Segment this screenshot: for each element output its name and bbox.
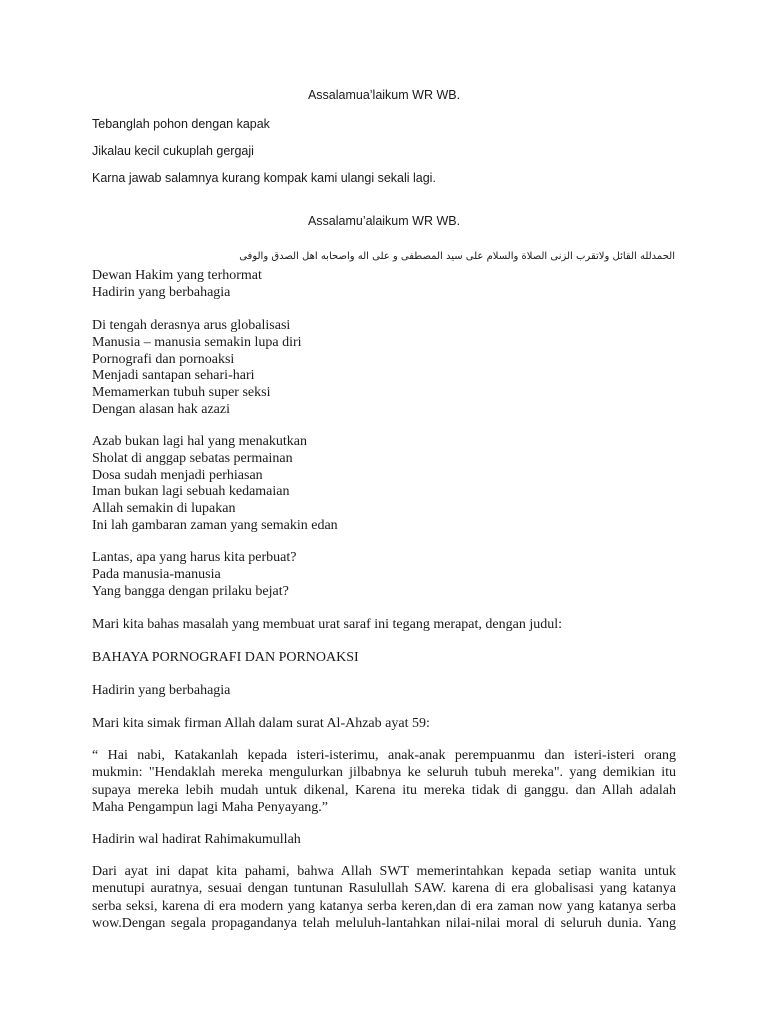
verse-line: Maha Pengampun lagi Maha Penyayang.” [92, 800, 328, 816]
stanza-line: Ini lah gambaran zaman yang semakin edan [92, 517, 338, 533]
verse-line: mukmin: "Hendaklah mereka mengulurkan jilbabnya ke seluruh tubuh mereka". yang demikian itu [92, 765, 676, 781]
paragraph-line: menutupi auratnya, sesuai dengan tuntunan Rasulullah SAW. karena di era globalisasi yang katanya [92, 881, 676, 897]
stanza-line: Lantas, apa yang harus kita perbuat? [92, 550, 297, 565]
stanza-line: Pada manusia-manusia [92, 566, 221, 582]
verse-quote [92, 747, 676, 817]
intro-line: Mari kita bahas masalah yang membuat urat saraf ini tegang merapat, dengan judul: [92, 617, 563, 632]
speech-title: BAHAYA PORNOGRAFI DAN PORNOAKSI [92, 650, 359, 665]
stanza-line: Yang bangga dengan prilaku bejat? [92, 583, 289, 599]
opening-address [92, 268, 262, 302]
pantun-line-3: Karna jawab salamnya kurang kompak kami ulangi sekali lagi. [92, 171, 436, 185]
stanza-line: Menjadi santapan sehari-hari [92, 368, 255, 384]
pantun-line-1: Tebanglah pohon dengan kapak [92, 117, 270, 131]
stanza-line: Dosa sudah menjadi perhiasan [92, 467, 263, 483]
poem-stanza-3 [92, 550, 296, 600]
opening-line: Hadirin yang berbahagia [92, 284, 231, 300]
poem-stanza-2 [92, 434, 338, 535]
opening-line: Dewan Hakim yang terhormat [92, 268, 262, 283]
stanza-line: Sholat di anggap sebatas permainan [92, 450, 293, 466]
stanza-line: Iman bukan lagi sebuah kedamaian [92, 484, 290, 500]
address-line-2: Hadirin wal hadirat Rahimakumullah [92, 832, 301, 847]
stanza-line: Di tengah derasnya arus globalisasi [92, 318, 291, 333]
verse-line: supaya mereka lebih mudah untuk dikenal, Karena itu mereka tidak di ganggu. dan Allah adalah [92, 782, 676, 798]
stanza-line: Pornografi dan pornoaksi [92, 351, 235, 367]
greeting-heading-2: Assalamu’alaikum WR WB. [307, 214, 461, 228]
verse-line: “ Hai nabi, Katakanlah kepada isteri-isterimu, anak-anak perempuanmu dan isteri-isteri orang [92, 748, 676, 763]
verse-intro: Mari kita simak firman Allah dalam surat Al-Ahzab ayat 59: [92, 716, 430, 731]
stanza-line: Memamerkan tubuh super seksi [92, 385, 271, 401]
stanza-line: Allah semakin di lupakan [92, 501, 236, 517]
poem-stanza-1 [92, 318, 302, 419]
address-line-1: Hadirin yang berbahagia [92, 683, 231, 698]
explanation-paragraph [92, 863, 676, 933]
greeting-heading-1: Assalamua’laikum WR WB. [307, 88, 461, 102]
paragraph-line: Dari ayat ini dapat kita pahami, bahwa Allah SWT memerintahkan kepada setiap wanita untuk [92, 864, 676, 879]
pantun-line-2: Jikalau kecil cukuplah gergaji [92, 144, 254, 158]
paragraph-line: wow.Dengan segala propagandanya telah meluluh-lantahkan nilai-nilai moral di seluruh dunia. Yang [92, 916, 676, 932]
arabic-invocation: الحمدلله القائل ولاتقرب الزنى الصلاة والسلام على سيد المصطفى و على اله واصحابه اهل الصدق والوفى [239, 251, 675, 262]
stanza-line: Azab bukan lagi hal yang menakutkan [92, 434, 307, 449]
paragraph-line: serba seksi, karena di era modern yang katanya serba keren,dan di era zaman now yang katanya serba [92, 898, 676, 914]
stanza-line: Manusia – manusia semakin lupa diri [92, 334, 302, 350]
stanza-line: Dengan alasan hak azazi [92, 401, 230, 417]
